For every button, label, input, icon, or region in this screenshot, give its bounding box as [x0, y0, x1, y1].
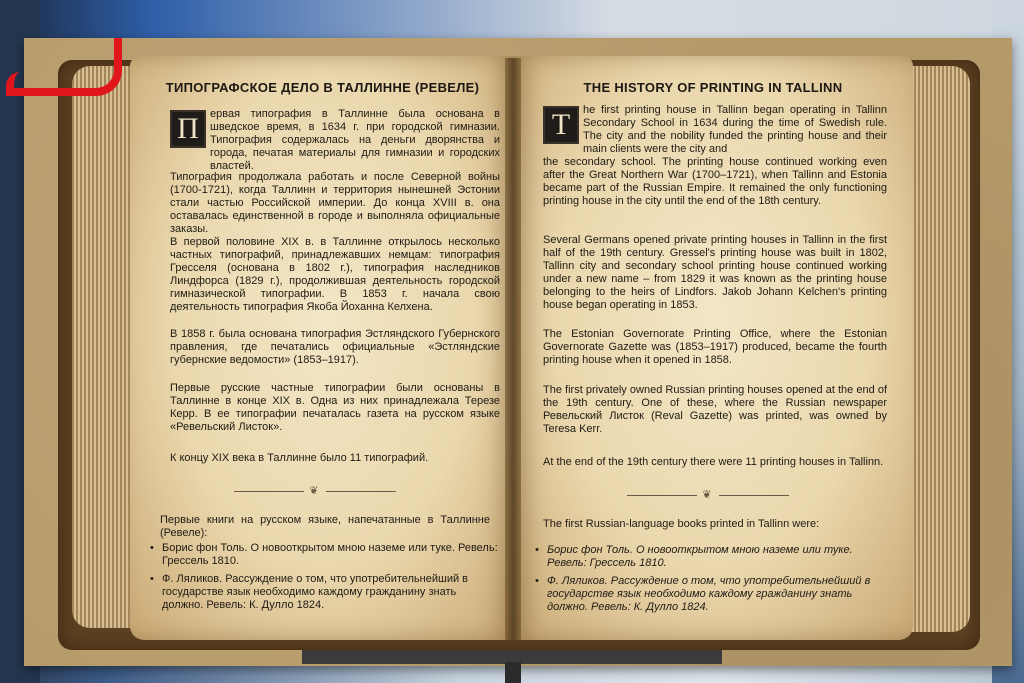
left-drop-cap: П [170, 110, 206, 148]
left-paragraph-2: В первой половине XIX в. в Таллинне открылось несколько частных типографий, принадлежавших немцам: типография Гресселя (основана в 1802 г.), типография наследников Линдфорса (1829 г.), продолжившая деятельность городской гимназической типографии. В 1853 г. начала свою деятельность типография Якоба Йоханна Келхена. [170, 236, 500, 313]
right-ornament: ❦ [613, 488, 803, 496]
annotation-mark [10, 38, 122, 96]
right-paragraph-5: At the end of the 19th century there were 11 printing houses in Tallinn. [543, 456, 884, 468]
right-drop-cap: T [543, 106, 579, 144]
left-paragraph-5: К концу XIX века в Таллинне было 11 типографий. [170, 452, 429, 464]
left-paragraph-1-first: ервая типография в Таллинне была основана в шведское время, в 1634 г. при городской гимназии. Типография содержалась на деньги дворянства и города, печатая материалы для гимназии и городских властей. [210, 108, 500, 172]
left-page [130, 56, 515, 640]
right-page-title: THE HISTORY OF PRINTING IN TALLINN [583, 80, 843, 95]
left-ornament: ❦ [220, 484, 410, 492]
left-paragraph-4: Первые русские частные типографии были основаны в Таллинне в конце XIX в. Одна из них принадлежала Терезе Керр. В ее типографии печаталась газета на русском языке «Ревельский Листок». [170, 382, 500, 433]
list-item: • Ф. Ляликов. Рассуждение о том, что употребительнейший в государстве язык необходимо каждому гражданину знать должно. Ревель: К. Дулло 1824. [535, 575, 895, 614]
left-paragraph-3: В 1858 г. была основана типография Эстляндского Губернского правления, где печатались официальные «Эстляндские губернские ведомости» (1853–1917). [170, 328, 500, 366]
right-paragraph-1-rest: the secondary school. The printing house continued working even after the Great Northern War (1700–1721), when Tallinn and Estonia became part of the Russian Empire. It remained the only functioning printing house in the city until the end of the 18th century. [543, 156, 887, 207]
right-paragraph-1-first: he first printing house in Tallinn began operating in Tallinn Secondary School in 1634 during the time of Swedish rule. The city and the nobility funded the printing house and their main clients were the city and [583, 104, 887, 155]
list-item: • Борис фон Толь. О новооткрытом мною наземе или туке. Ревель: Гресcель 1810. [150, 542, 500, 568]
stand-pole [505, 662, 521, 683]
book-spine [505, 58, 521, 640]
right-books-list [535, 544, 895, 619]
right-paragraph-3: The Estonian Governorate Printing Office, where the Estonian Governorate Gazette was (1853–1917) produced, became the fourth printing house when it opened in 1858. [543, 328, 887, 366]
right-paragraph-2: Several Germans opened private printing houses in Tallinn in the first half of the 19th century. Gressel's printing house was built in 1802, Tallinn city and secondary school printing house continued working under a new name – from 1829 it was known as the printing house belonging to the heirs of Lindfors. Jakob Johann Kelchen's printing house began operating in 1853. [543, 234, 887, 311]
left-page-title: ТИПОГРАФСКОЕ ДЕЛО В ТАЛЛИННЕ (РЕВЕЛЕ) [165, 80, 480, 95]
left-paragraph-1-rest: Типография продолжала работать и после Северной войны (1700-1721), когда Таллинн и территория нынешней Эстонии стали частью Российской империи. До конца XVIII в. она оставалась единственной в городе и выполняла официальные заказы. [170, 171, 500, 235]
background-wall [0, 0, 1024, 40]
list-item: • Ф. Ляликов. Рассуждение о том, что употребительнейший в государстве язык необходимо каждому гражданину знать должно. Ревель: К. Дулло 1824. [150, 573, 500, 612]
right-paragraph-4: The first privately owned Russian printing houses opened at the end of the 19th century. One of these, where the Russian newspaper Ревельский Листок (Reval Gazette) was printed, was owned by Teresa Kerr. [543, 384, 887, 435]
right-books-heading: The first Russian-language books printed in Tallinn were: [543, 518, 820, 530]
right-page [513, 56, 913, 640]
left-books-list [150, 542, 500, 617]
list-item: • Борис фон Толь. О новооткрытом мною наземе или туке. Ревель: Гресcель 1810. [535, 544, 895, 570]
left-books-heading: Первые книги на русском языке, напечатанные в Таллинне (Ревеле): [160, 514, 490, 539]
